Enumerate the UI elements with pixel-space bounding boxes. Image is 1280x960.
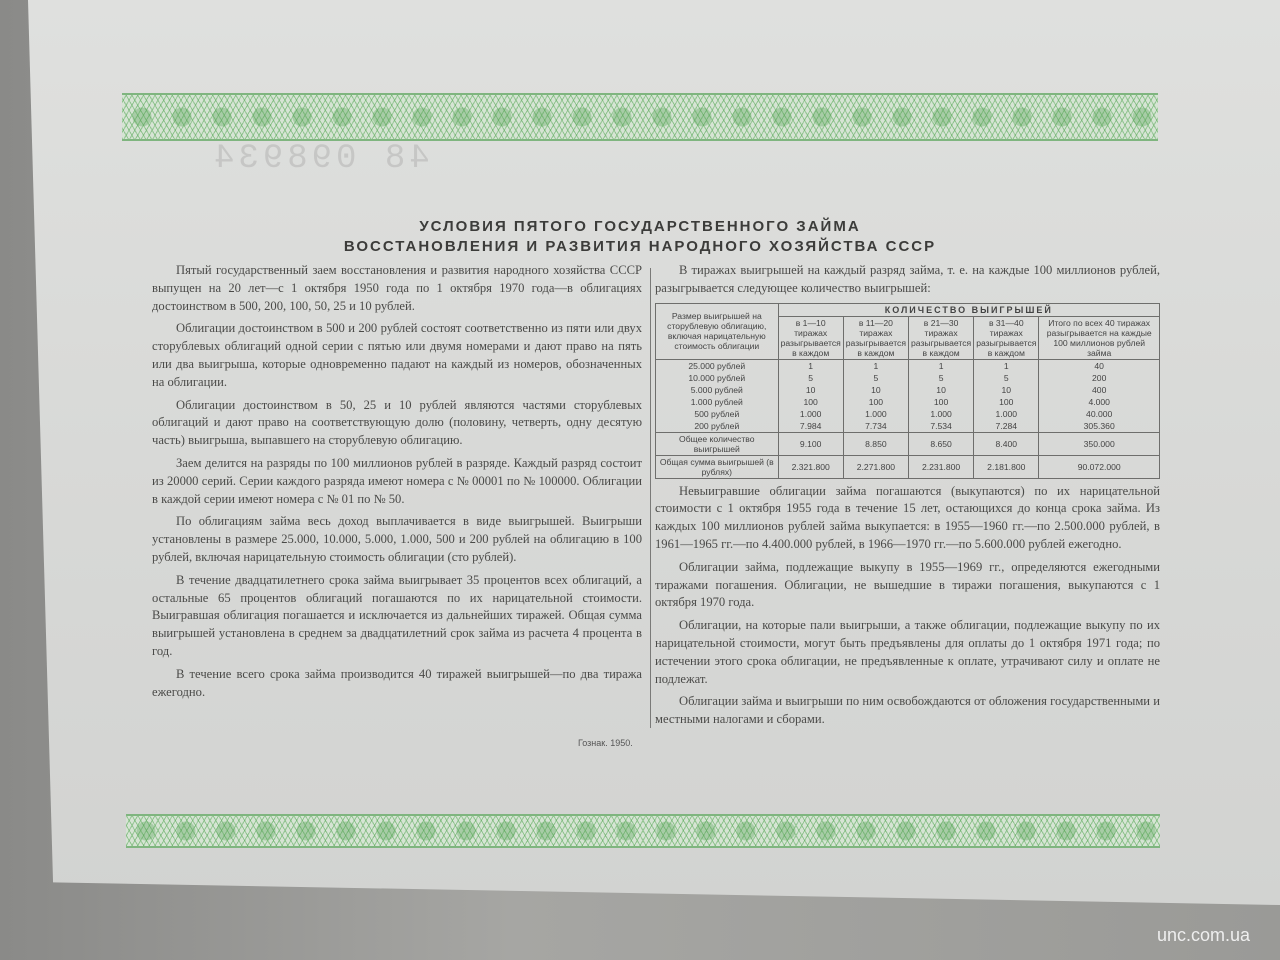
paragraph: Пятый государственный заем восстановления и развития народного хозяйства СССР выпущен на 20 лет—с 1 октября 1950 года по 1 октября 1970 года—в облигациях достоинством в 500, 200, 100, 50, 25 и 10 рублей. [152, 263, 642, 313]
paragraph: Заем делится на разряды по 100 миллионов рублей в разряде. Каждый разряд состоит из 20000 серий. Серии каждого разряда имеют номера с № 00001 по № 100000. Облигации в каждой серии имеют номера с № 01 по № 50. [152, 455, 642, 506]
table-row: 5.000 рублей 10 10 10 10 400 [656, 384, 1160, 396]
winnings-table [655, 303, 1160, 479]
table-row: 1.000 рублей 100 100 100 100 4.000 [656, 396, 1160, 408]
title-line-1: УСЛОВИЯ ПЯТОГО ГОСУДАРСТВЕННОГО ЗАЙМА [419, 218, 861, 235]
table-row-total-sum: Общая сумма выигрышей (в рублях) 2.321.800 2.271.800 2.231.800 2.181.800 90.072.000 [656, 455, 1160, 478]
right-column [655, 262, 1160, 734]
left-column [152, 262, 642, 706]
paragraph: Облигации займа, подлежащие выкупу в 1955—1969 гг., определяются ежегодными тиражами погашения. Облигации, не вышедшие в тиражи погашения, выкупаются с 1 октября 1970 года. [655, 559, 1160, 610]
paragraph: Облигации достоинством в 50, 25 и 10 рублей являются частями сторублевых облигаций и дают право на соответствующую долю (половину, четверть, одну десятую часть) выигрыша, выпавшего на сторублевую облигацию. [152, 397, 642, 448]
printer-mark: Гознак. 1950. [578, 738, 633, 748]
header-col: в 21—30 тиражах разыгрывается в каждом [908, 316, 973, 359]
paragraph: В течение двадцатилетнего срока займа выигрывает 35 процентов всех облигаций, а остальные 65 процентов облигаций погашаются по их нарицательной стоимости. Выигравшая облигация погашается и исключается из дальнейших тиражей. Общая сумма выигрышей установлена в среднем за двадцатилетний срок займа из расчета 4 процента в год. [152, 572, 642, 658]
ornamental-band-top [122, 93, 1158, 141]
ornamental-band-bottom [126, 814, 1160, 848]
column-divider [650, 268, 651, 728]
header-col: Итого по всех 40 тиражах разыгрывается на каждые 100 миллионов рублей займа [1039, 316, 1160, 359]
paragraph: Невыигравшие облигации займа погашаются (выкупаются) по их нарицательной стоимости с 1 октября 1955 года в течение 15 лет, остающихся до конца срока займа. Из каждых 100 миллионов рублей займа выкупается: в 1955—1960 гг.—по 2.500.000 рублей, в 1961—1965 гг.—по 4.400.000 рублей, в 1966—1970 гг.—по 5.600.000 рублей ежегодно. [655, 483, 1160, 551]
paragraph: В течение всего срока займа производится 40 тиражей выигрышей—по два тиража ежегодно. [152, 666, 642, 699]
paragraph: Облигации, на которые пали выигрыши, а также облигации, подлежащие выкупу по их нарицательной стоимости, могут быть предъявлены для оплаты до 1 октября 1971 года; по истечении этого срока облигации, не предъявленные к оплате, утрачивают силу и оплате не подлежат. [655, 618, 1160, 686]
table-row: 10.000 рублей 5 5 5 5 200 [656, 372, 1160, 384]
show-through-number: 48 098934 [210, 140, 430, 178]
paragraph: Облигации займа и выигрыши по ним освобождаются от обложения государственными и местными налогами и сборами. [655, 694, 1160, 727]
paragraph: В тиражах выигрышей на каждый разряд займа, т. е. на каждые 100 миллионов рублей, разыгрывается следующее количество выигрышей: [655, 263, 1160, 295]
table-row-total-count: Общее количество выигрышей 9.100 8.850 8.650 8.400 350.000 [656, 432, 1160, 455]
paragraph: По облигациям займа весь доход выплачивается в виде выигрышей. Выигрыши установлены в размере 25.000, 10.000, 5.000, 1.000, 500 и 200 рублей на облигацию в 100 рублей, включая нарицательную стоимость облигации (сто рублей). [152, 514, 642, 564]
table-row: 500 рублей 1.000 1.000 1.000 1.000 40.000 [656, 408, 1160, 420]
table-row: 200 рублей 7.984 7.734 7.534 7.284 305.360 [656, 420, 1160, 433]
table-row: 25.000 рублей 1 1 1 1 40 [656, 359, 1160, 372]
header-size: Размер выигрышей на сторублевую облигацию, включая нарицательную стоимость облигации [656, 303, 779, 359]
title-line-2: ВОССТАНОВЛЕНИЯ И РАЗВИТИЯ НАРОДНОГО ХОЗЯЙСТВА СССР [343, 238, 937, 255]
header-col: в 31—40 тиражах разыгрывается в каждом [974, 316, 1039, 359]
header-group: КОЛИЧЕСТВО ВЫИГРЫШЕЙ [778, 303, 1159, 316]
header-col: в 1—10 тиражах разыгрывается в каждом [778, 316, 843, 359]
paragraph: Облигации достоинством в 500 и 200 рублей состоят соответственно из пяти или двух сторублевых облигаций одной серии с пятью или двумя номерами и дают право на пять или два выигрыша, которые одновременно падают на каждый из номеров, обозначенных на облигации. [152, 321, 642, 389]
site-watermark: unc.com.ua [1156, 925, 1250, 945]
header-col: в 11—20 тиражах разыгрывается в каждом [843, 316, 908, 359]
